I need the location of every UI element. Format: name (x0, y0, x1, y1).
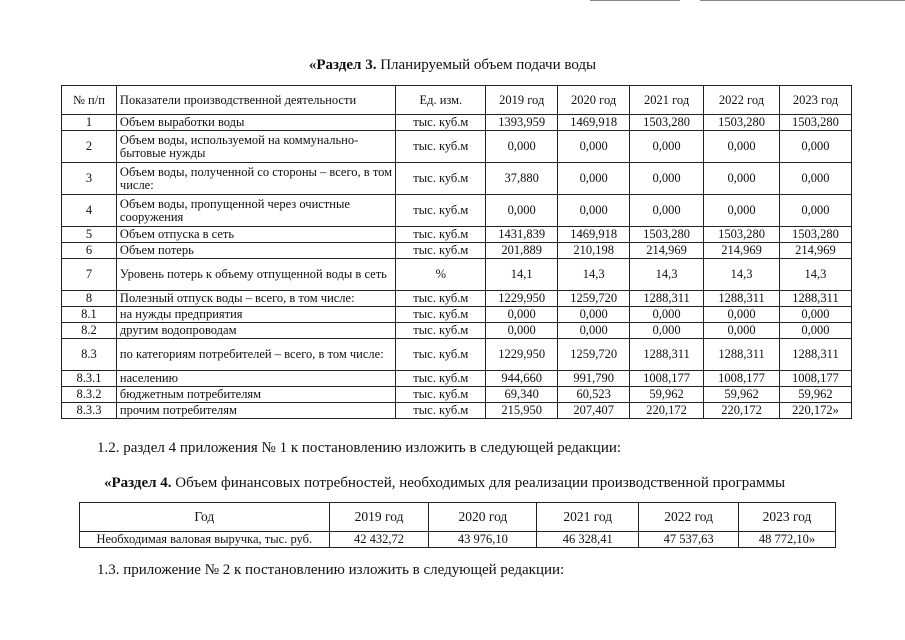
section3-body (62, 115, 852, 419)
section4-header-cell: 2021 год (537, 503, 639, 532)
year-value: 0,000 (486, 195, 558, 227)
year-value: 37,880 (486, 163, 558, 195)
section4-data-row (80, 532, 836, 548)
top-rule-right (700, 0, 905, 1)
unit: тыс. куб.м (396, 291, 486, 307)
row-number: 5 (62, 227, 117, 243)
table-row (62, 307, 852, 323)
year-value: 0,000 (704, 323, 780, 339)
unit: тыс. куб.м (396, 323, 486, 339)
unit: тыс. куб.м (396, 227, 486, 243)
section3-header-cell: 2023 год (779, 86, 851, 115)
year-value: 1288,311 (779, 291, 851, 307)
indicator-name: по категориям потребителей – всего, в том числе: (116, 339, 395, 371)
table-row (62, 227, 852, 243)
year-value: 220,172» (779, 403, 851, 419)
year-value: 1503,280 (779, 115, 851, 131)
unit: тыс. куб.м (396, 403, 486, 419)
table-row (62, 403, 852, 419)
indicator-name: на нужды предприятия (116, 307, 395, 323)
section3-header-cell: 2019 год (486, 86, 558, 115)
year-value: 0,000 (486, 131, 558, 163)
section4-header-cell: 2023 год (739, 503, 836, 532)
year-value: 14,1 (486, 259, 558, 291)
section4-header-cell: 2020 год (429, 503, 537, 532)
year-value: 0,000 (779, 163, 851, 195)
year-value: 1288,311 (630, 291, 704, 307)
table-row (62, 195, 852, 227)
year-value: 0,000 (779, 307, 851, 323)
year-value: 0,000 (558, 323, 630, 339)
table-row (62, 387, 852, 403)
section3-title-bold: «Раздел 3. (308, 57, 377, 73)
section4-title-rest: Объем финансовых потребностей, необходимых для реализации производственной программы (171, 475, 786, 491)
section3-header-row (62, 86, 852, 115)
year-value: 1431,839 (486, 227, 558, 243)
year-value: 0,000 (558, 195, 630, 227)
unit: тыс. куб.м (396, 195, 486, 227)
unit: тыс. куб.м (396, 131, 486, 163)
year-value: 0,000 (704, 163, 780, 195)
year-value: 944,660 (486, 371, 558, 387)
year-value: 220,172 (630, 403, 704, 419)
section3-header-cell: № п/п (62, 86, 117, 115)
indicator-name: бюджетным потребителям (116, 387, 395, 403)
section3-table (61, 85, 852, 419)
row-number: 8 (62, 291, 117, 307)
year-value: 14,3 (704, 259, 780, 291)
row-number: 3 (62, 163, 117, 195)
row-number: 8.3.3 (62, 403, 117, 419)
section3-header-cell: 2020 год (558, 86, 630, 115)
year-value: 59,962 (779, 387, 851, 403)
year-value: 1259,720 (558, 339, 630, 371)
year-value: 1259,720 (558, 291, 630, 307)
indicator-name: Объем воды, используемой на коммунально-бытовые нужды (116, 131, 395, 163)
top-rule-left (590, 0, 680, 1)
year-value: 0,000 (558, 163, 630, 195)
year-value: 0,000 (558, 131, 630, 163)
year-value: 214,969 (630, 243, 704, 259)
indicator-name: Объем воды, пропущенной через очистные сооружения (116, 195, 395, 227)
year-value: 207,407 (558, 403, 630, 419)
row-number: 2 (62, 131, 117, 163)
year-value: 1008,177 (704, 371, 780, 387)
year-value: 0,000 (630, 307, 704, 323)
unit: тыс. куб.м (396, 243, 486, 259)
year-value: 210,198 (558, 243, 630, 259)
year-value: 0,000 (630, 323, 704, 339)
revenue-label: Необходимая валовая выручка, тыс. руб. (80, 532, 330, 548)
year-value: 0,000 (779, 131, 851, 163)
table-row (62, 131, 852, 163)
table-row (62, 371, 852, 387)
year-value: 215,950 (486, 403, 558, 419)
year-value: 0,000 (630, 163, 704, 195)
year-value: 0,000 (558, 307, 630, 323)
row-number: 6 (62, 243, 117, 259)
revenue-value: 48 772,10» (739, 532, 836, 548)
indicator-name: Объем выработки воды (116, 115, 395, 131)
unit: тыс. куб.м (396, 387, 486, 403)
year-value: 1288,311 (704, 339, 780, 371)
section4-title (0, 475, 897, 492)
table-row (62, 291, 852, 307)
row-number: 8.3 (62, 339, 117, 371)
year-value: 14,3 (630, 259, 704, 291)
table-row (62, 323, 852, 339)
year-value: 0,000 (630, 195, 704, 227)
table-row (62, 339, 852, 371)
year-value: 1503,280 (630, 115, 704, 131)
table-row (62, 115, 852, 131)
year-value: 0,000 (486, 323, 558, 339)
row-number: 4 (62, 195, 117, 227)
year-value: 0,000 (704, 195, 780, 227)
section3-header-cell: 2022 год (704, 86, 780, 115)
section3-title-rest: Планируемый объем подачи воды (376, 57, 597, 73)
indicator-name: прочим потребителям (116, 403, 395, 419)
year-value: 1503,280 (704, 115, 780, 131)
indicator-name: Уровень потерь к объему отпущенной воды в сеть (116, 259, 395, 291)
row-number: 8.1 (62, 307, 117, 323)
section4-header-cell: Год (80, 503, 330, 532)
year-value: 1229,950 (486, 339, 558, 371)
table-row (62, 163, 852, 195)
section3-title (0, 57, 905, 74)
unit: тыс. куб.м (396, 371, 486, 387)
paragraph-1-2: 1.2. раздел 4 приложения № 1 к постановлению изложить в следующей редакции: (97, 440, 622, 456)
indicator-name: Объем отпуска в сеть (116, 227, 395, 243)
revenue-value: 47 537,63 (639, 532, 739, 548)
table-row (62, 243, 852, 259)
year-value: 1469,918 (558, 227, 630, 243)
year-value: 1229,950 (486, 291, 558, 307)
section4-header-cell: 2022 год (639, 503, 739, 532)
year-value: 1288,311 (630, 339, 704, 371)
revenue-value: 42 432,72 (329, 532, 429, 548)
section3-header-cell: Ед. изм. (396, 86, 486, 115)
row-number: 8.3.1 (62, 371, 117, 387)
year-value: 1503,280 (779, 227, 851, 243)
year-value: 1393,959 (486, 115, 558, 131)
section3-header-cell: Показатели производственной деятельности (116, 86, 395, 115)
year-value: 59,962 (704, 387, 780, 403)
year-value: 1503,280 (630, 227, 704, 243)
indicator-name: Полезный отпуск воды – всего, в том числе: (116, 291, 395, 307)
indicator-name: Объем воды, полученной со стороны – всего, в том числе: (116, 163, 395, 195)
section4-table (79, 502, 836, 548)
revenue-value: 46 328,41 (537, 532, 639, 548)
year-value: 0,000 (704, 307, 780, 323)
year-value: 0,000 (779, 195, 851, 227)
year-value: 214,969 (704, 243, 780, 259)
year-value: 1288,311 (779, 339, 851, 371)
row-number: 8.3.2 (62, 387, 117, 403)
section4-header-cell: 2019 год (329, 503, 429, 532)
unit: тыс. куб.м (396, 163, 486, 195)
paragraph-1-3: 1.3. приложение № 2 к постановлению изложить в следующей редакции: (97, 562, 565, 578)
year-value: 14,3 (779, 259, 851, 291)
year-value: 59,962 (630, 387, 704, 403)
revenue-value: 43 976,10 (429, 532, 537, 548)
year-value: 201,889 (486, 243, 558, 259)
row-number: 8.2 (62, 323, 117, 339)
year-value: 1503,280 (704, 227, 780, 243)
year-value: 69,340 (486, 387, 558, 403)
table-row (62, 259, 852, 291)
unit: тыс. куб.м (396, 307, 486, 323)
year-value: 1008,177 (779, 371, 851, 387)
row-number: 1 (62, 115, 117, 131)
year-value: 0,000 (779, 323, 851, 339)
year-value: 0,000 (630, 131, 704, 163)
section4-header-row (80, 503, 836, 532)
year-value: 1288,311 (704, 291, 780, 307)
indicator-name: Объем потерь (116, 243, 395, 259)
year-value: 0,000 (704, 131, 780, 163)
year-value: 220,172 (704, 403, 780, 419)
indicator-name: другим водопроводам (116, 323, 395, 339)
section3-header-cell: 2021 год (630, 86, 704, 115)
unit: тыс. куб.м (396, 339, 486, 371)
unit: % (396, 259, 486, 291)
year-value: 991,790 (558, 371, 630, 387)
unit: тыс. куб.м (396, 115, 486, 131)
row-number: 7 (62, 259, 117, 291)
year-value: 1008,177 (630, 371, 704, 387)
year-value: 214,969 (779, 243, 851, 259)
section4-title-bold: «Раздел 4. (103, 475, 172, 491)
indicator-name: населению (116, 371, 395, 387)
year-value: 60,523 (558, 387, 630, 403)
year-value: 1469,918 (558, 115, 630, 131)
year-value: 14,3 (558, 259, 630, 291)
year-value: 0,000 (486, 307, 558, 323)
